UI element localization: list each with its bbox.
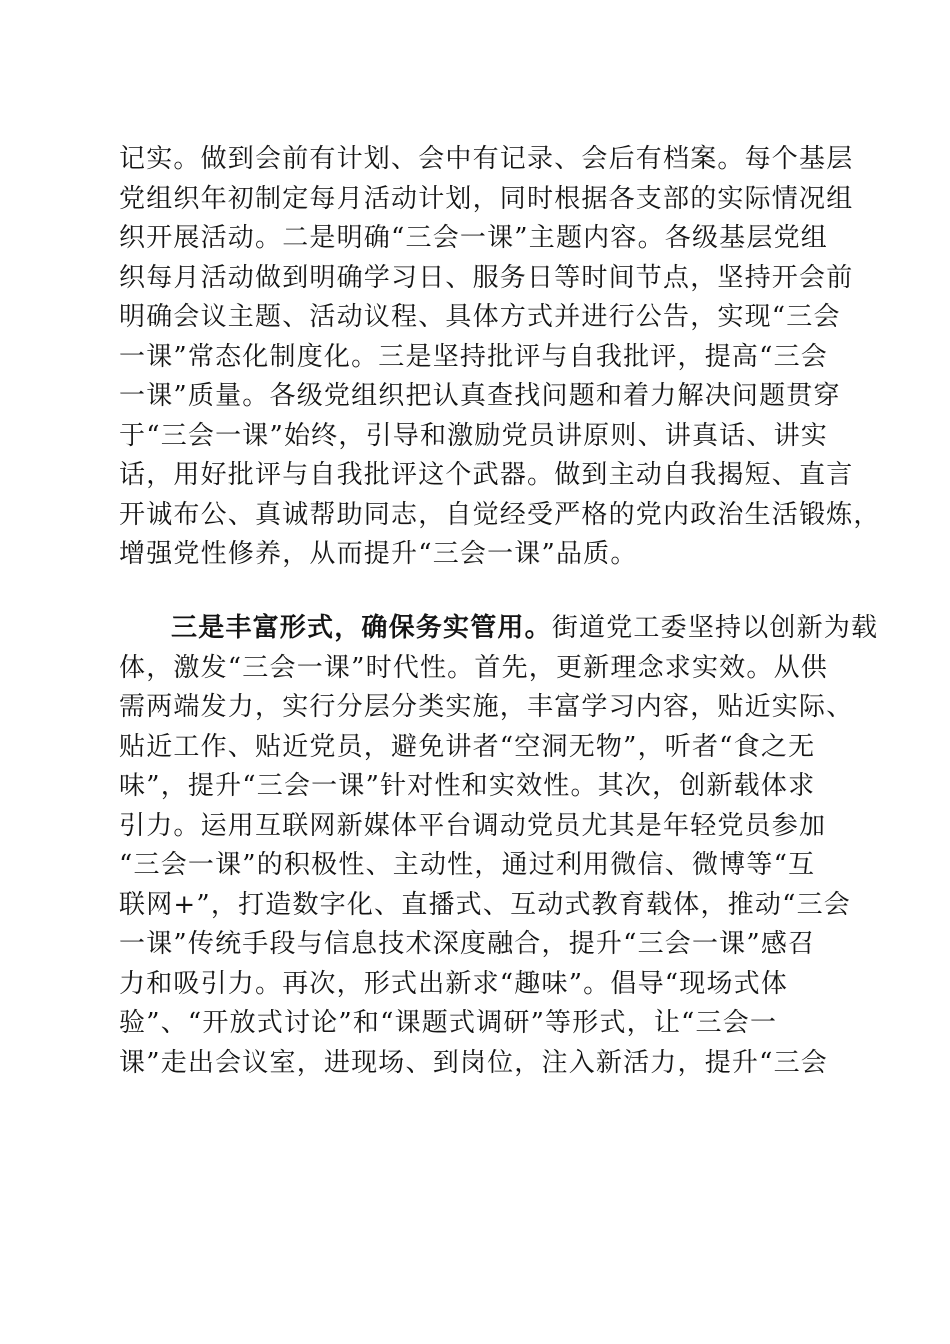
paragraph-2 bbox=[119, 609, 879, 1083]
text-line: 体，激发“三会一课”时代性。首先，更新理念求实效。从供 bbox=[119, 652, 828, 683]
text-line: 党组织年初制定每月活动计划，同时根据各支部的实际情况组 bbox=[119, 183, 854, 214]
text-line: 贴近工作、贴近党员，避免讲者“空洞无物”，听者“食之无 bbox=[119, 731, 816, 762]
text-line: 需两端发力，实行分层分类实施，丰富学习内容，贴近实际、 bbox=[119, 692, 854, 722]
text-line: 一课”传统手段与信息技术深度融合，提升“三会一课”感召 bbox=[119, 929, 816, 959]
text-line: 力和吸引力。再次，形式出新求“趣味”。倡导“现场式体 bbox=[119, 968, 789, 999]
text-line: “三会一课”的积极性、主动性，通过利用微信、微博等“互 bbox=[119, 850, 816, 880]
text-line: 联网+”，打造数字化、直播式、互动式教育载体，推动“三会 bbox=[119, 889, 851, 920]
paragraph-2-first-line bbox=[119, 609, 879, 649]
text-line: 记实。做到会前有计划、会中有记录、会后有档案。每个基层 bbox=[119, 144, 854, 174]
text-line-rest: 街道党工委坚持以创新为载 bbox=[551, 613, 879, 643]
text-line: 验”、“开放式讨论”和“课题式调研”等形式，让“三会一 bbox=[119, 1008, 778, 1038]
text-line: 一课”质量。各级党组织把认真查找问题和着力解决问题贯穿 bbox=[119, 381, 841, 411]
section-heading-lead: 三是丰富形式，确保务实管用。 bbox=[171, 613, 552, 643]
text-line: 增强党性修养，从而提升“三会一课”品质。 bbox=[119, 539, 638, 569]
text-line: 开诚布公、真诚帮助同志，自觉经受严格的党内政治生活锻炼， bbox=[119, 499, 881, 530]
text-line: 织开展活动。二是明确“三会一课”主题内容。各级基层党组 bbox=[119, 223, 828, 253]
text-line: 引力。运用互联网新媒体平台调动党员尤其是年轻党员参加 bbox=[119, 810, 827, 841]
text-line: 一课”常态化制度化。三是坚持批评与自我批评，提高“三会 bbox=[119, 341, 828, 372]
paragraph-1 bbox=[119, 140, 881, 575]
text-line: 味”，提升“三会一课”针对性和实效性。其次，创新载体求 bbox=[119, 771, 816, 801]
text-line: 明确会议主题、活动议程、具体方式并进行公告，实现“三会 bbox=[119, 302, 841, 332]
text-line: 织每月活动做到明确学习日、服务日等时间节点，坚持开会前 bbox=[119, 262, 854, 293]
text-line: 于“三会一课”始终，引导和激励党员讲原则、讲真话、讲实 bbox=[119, 420, 828, 451]
text-line: 话，用好批评与自我批评这个武器。做到主动自我揭短、直言 bbox=[119, 460, 854, 490]
text-line: 课”走出会议室，进现场、到岗位，注入新活力，提升“三会 bbox=[119, 1047, 828, 1078]
